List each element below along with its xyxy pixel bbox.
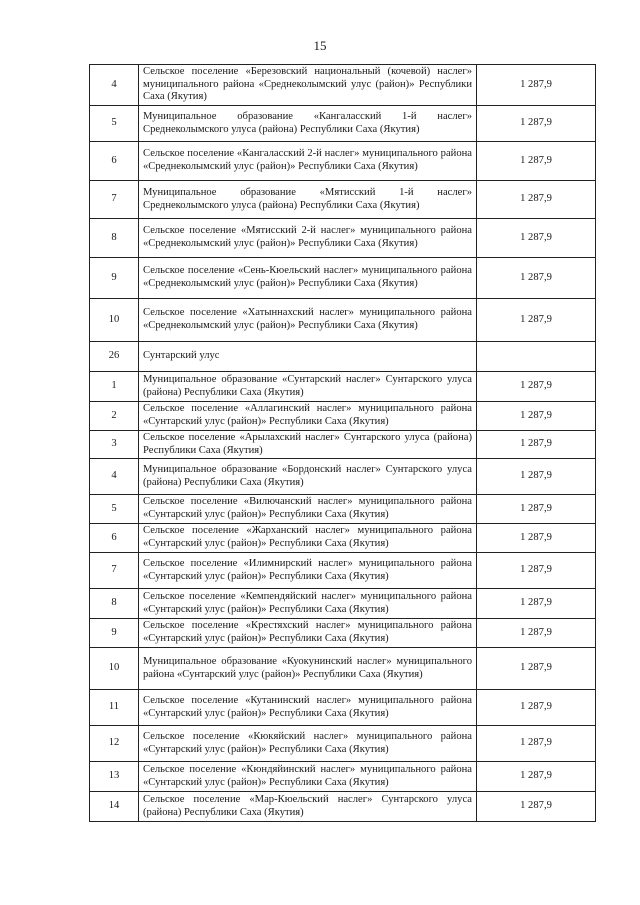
table-row bbox=[90, 619, 596, 648]
amount-value: 1 287,9 bbox=[477, 65, 596, 106]
amount-value: 1 287,9 bbox=[477, 589, 596, 619]
settlement-name: Муниципальное образование «Сунтарский наслег» Сунтарского улуса (района) Республики Саха (Якутия) bbox=[139, 372, 477, 402]
settlement-name: Сельское поселение «Мятисский 2-й наслег» муниципального района «Среднеколымский улус (район)» Республики Саха (Якутия) bbox=[139, 219, 477, 258]
settlement-name: Сельское поселение «Сень-Кюельский наслег» муниципального района «Среднеколымский улус (район)» Республики Саха (Якутия) bbox=[139, 258, 477, 299]
amount-value: 1 287,9 bbox=[477, 553, 596, 589]
table-row bbox=[90, 524, 596, 553]
row-number: 4 bbox=[90, 65, 139, 106]
table-row bbox=[90, 219, 596, 258]
amount-value: 1 287,9 bbox=[477, 402, 596, 431]
settlement-name: Сельское поселение «Кюкяйский наслег» муниципального района «Сунтарский улус (район)» Республики Саха (Якутия) bbox=[139, 726, 477, 762]
amount-value: 1 287,9 bbox=[477, 762, 596, 792]
amount-value: 1 287,9 bbox=[477, 181, 596, 219]
settlement-name: Сельское поселение «Илимнирский наслег» муниципального района «Сунтарский улус (район)» Республики Саха (Якутия) bbox=[139, 553, 477, 589]
table-row bbox=[90, 762, 596, 792]
table-row bbox=[90, 299, 596, 342]
amount-value bbox=[477, 342, 596, 372]
table-row bbox=[90, 553, 596, 589]
table-body bbox=[90, 65, 596, 822]
row-number: 7 bbox=[90, 553, 139, 589]
amount-value: 1 287,9 bbox=[477, 431, 596, 459]
amount-value: 1 287,9 bbox=[477, 648, 596, 690]
settlement-name: Муниципальное образование «Мятисский 1-й наслег» Среднеколымского улуса (района) Республики Саха (Якутия) bbox=[139, 181, 477, 219]
table-row bbox=[90, 106, 596, 142]
row-number: 8 bbox=[90, 219, 139, 258]
row-number: 6 bbox=[90, 524, 139, 553]
table-row bbox=[90, 792, 596, 822]
settlement-name: Сельское поселение «Арылахский наслег» Сунтарского улуса (района) Республики Саха (Якутия) bbox=[139, 431, 477, 459]
table-row bbox=[90, 402, 596, 431]
amount-value: 1 287,9 bbox=[477, 219, 596, 258]
table-row bbox=[90, 372, 596, 402]
page-number: 15 bbox=[313, 38, 327, 53]
row-number: 10 bbox=[90, 299, 139, 342]
row-number: 11 bbox=[90, 690, 139, 726]
settlement-name: Сельское поселение «Березовский национальный (кочевой) наслег» муниципального района «Среднеколымский улус (район)» Республики Саха (Якутия) bbox=[139, 65, 477, 106]
settlement-name: Сельское поселение «Кангаласский 2-й наслег» муниципального района «Среднеколымский улус (район)» Республики Саха (Якутия) bbox=[139, 142, 477, 181]
row-number: 5 bbox=[90, 106, 139, 142]
row-number: 9 bbox=[90, 619, 139, 648]
table-row bbox=[90, 181, 596, 219]
table-row bbox=[90, 258, 596, 299]
settlement-name: Сельское поселение «Жарханский наслег» муниципального района «Сунтарский улус (район)» Республики Саха (Якутия) bbox=[139, 524, 477, 553]
table-row bbox=[90, 495, 596, 524]
amount-value: 1 287,9 bbox=[477, 619, 596, 648]
amount-value: 1 287,9 bbox=[477, 495, 596, 524]
table-row bbox=[90, 589, 596, 619]
settlement-name: Сельское поселение «Аллагинский наслег» муниципального района «Сунтарский улус (район)» Республики Саха (Якутия) bbox=[139, 402, 477, 431]
amount-value: 1 287,9 bbox=[477, 258, 596, 299]
table-row bbox=[90, 431, 596, 459]
settlements-table bbox=[89, 64, 596, 822]
settlement-name: Муниципальное образование «Кангаласский 1-й наслег» Среднеколымского улуса (района) Республики Саха (Якутия) bbox=[139, 106, 477, 142]
settlement-name: Муниципальное образование «Куокунинский наслег» муниципального района «Сунтарский улус (район)» Республики Саха (Якутия) bbox=[139, 648, 477, 690]
row-number: 10 bbox=[90, 648, 139, 690]
amount-value: 1 287,9 bbox=[477, 299, 596, 342]
row-number: 2 bbox=[90, 402, 139, 431]
row-number: 1 bbox=[90, 372, 139, 402]
row-number: 26 bbox=[90, 342, 139, 372]
table-row bbox=[90, 648, 596, 690]
amount-value: 1 287,9 bbox=[477, 524, 596, 553]
amount-value: 1 287,9 bbox=[477, 792, 596, 822]
settlement-name: Муниципальное образование «Бордонский наслег» Сунтарского улуса (района) Республики Саха (Якутия) bbox=[139, 459, 477, 495]
settlement-name: Сельское поселение «Крестяхский наслег» муниципального района «Сунтарский улус (район)» Республики Саха (Якутия) bbox=[139, 619, 477, 648]
settlement-name: Сельское поселение «Хатыннахский наслег» муниципального района «Среднеколымский улус (район)» Республики Саха (Якутия) bbox=[139, 299, 477, 342]
settlement-name: Сельское поселение «Кутанинский наслег» муниципального района «Сунтарский улус (район)» Республики Саха (Якутия) bbox=[139, 690, 477, 726]
row-number: 12 bbox=[90, 726, 139, 762]
row-number: 8 bbox=[90, 589, 139, 619]
amount-value: 1 287,9 bbox=[477, 459, 596, 495]
table-row bbox=[90, 690, 596, 726]
row-number: 14 bbox=[90, 792, 139, 822]
section-name: Сунтарский улус bbox=[139, 342, 477, 372]
settlement-name: Сельское поселение «Кюндяйинский наслег» муниципального района «Сунтарский улус (район)» Республики Саха (Якутия) bbox=[139, 762, 477, 792]
settlement-name: Сельское поселение «Мар-Кюельский наслег» Сунтарского улуса (района) Республики Саха (Якутия) bbox=[139, 792, 477, 822]
table-row bbox=[90, 459, 596, 495]
section-row bbox=[90, 342, 596, 372]
settlement-name: Сельское поселение «Вилючанский наслег» муниципального района «Сунтарский улус (район)» Республики Саха (Якутия) bbox=[139, 495, 477, 524]
amount-value: 1 287,9 bbox=[477, 142, 596, 181]
row-number: 7 bbox=[90, 181, 139, 219]
table-row bbox=[90, 142, 596, 181]
row-number: 4 bbox=[90, 459, 139, 495]
table-row bbox=[90, 726, 596, 762]
amount-value: 1 287,9 bbox=[477, 726, 596, 762]
table-row bbox=[90, 65, 596, 106]
amount-value: 1 287,9 bbox=[477, 690, 596, 726]
row-number: 5 bbox=[90, 495, 139, 524]
row-number: 13 bbox=[90, 762, 139, 792]
amount-value: 1 287,9 bbox=[477, 106, 596, 142]
row-number: 9 bbox=[90, 258, 139, 299]
row-number: 6 bbox=[90, 142, 139, 181]
row-number: 3 bbox=[90, 431, 139, 459]
amount-value: 1 287,9 bbox=[477, 372, 596, 402]
settlement-name: Сельское поселение «Кемпендяйский наслег» муниципального района «Сунтарский улус (район)» Республики Саха (Якутия) bbox=[139, 589, 477, 619]
